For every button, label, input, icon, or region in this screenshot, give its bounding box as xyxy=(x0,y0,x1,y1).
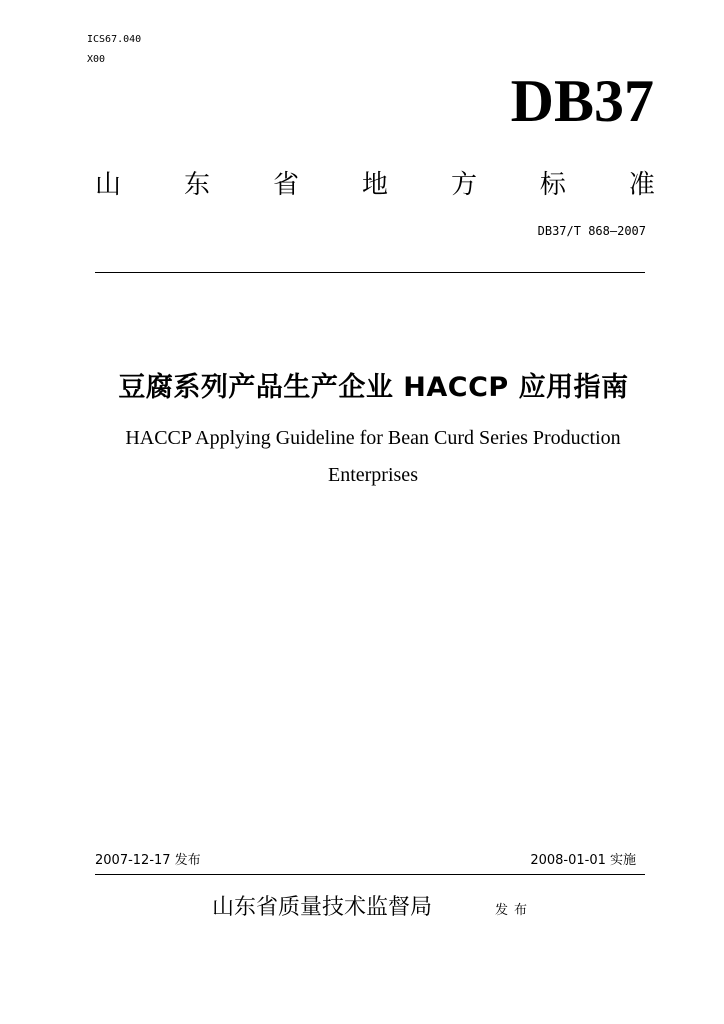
header-divider xyxy=(95,272,645,273)
standard-type-char: 标 xyxy=(539,170,566,200)
standard-type-char: 方 xyxy=(450,170,477,200)
issue-date: 2007-12-17 发布 xyxy=(95,853,201,868)
standard-type-char: 东 xyxy=(183,170,210,200)
footer-divider xyxy=(95,874,645,875)
classification-code: X00 xyxy=(87,54,106,65)
title-en-line-1: HACCP Applying Guideline for Bean Curd Series Production xyxy=(125,427,621,449)
publish-verb: 发布 xyxy=(495,903,534,918)
standard-type-char: 山 xyxy=(95,170,122,200)
standard-type-char: 准 xyxy=(628,170,655,200)
standard-type-char: 地 xyxy=(361,170,388,200)
ics-code: ICS67.040 xyxy=(87,34,142,45)
document-title-en xyxy=(95,420,651,494)
standard-type-title xyxy=(95,168,655,202)
publisher: 山东省质量技术监督局 xyxy=(212,895,433,920)
standard-type-char: 省 xyxy=(272,170,299,200)
title-en-line-2: Enterprises xyxy=(328,464,418,486)
document-title-zh: 豆腐系列产品生产企业 HACCP 应用指南 xyxy=(118,372,629,403)
standard-code: DB37 xyxy=(510,68,654,134)
standard-number: DB37/T 868—2007 xyxy=(537,224,646,238)
implementation-date: 2008-01-01 实施 xyxy=(530,853,636,868)
